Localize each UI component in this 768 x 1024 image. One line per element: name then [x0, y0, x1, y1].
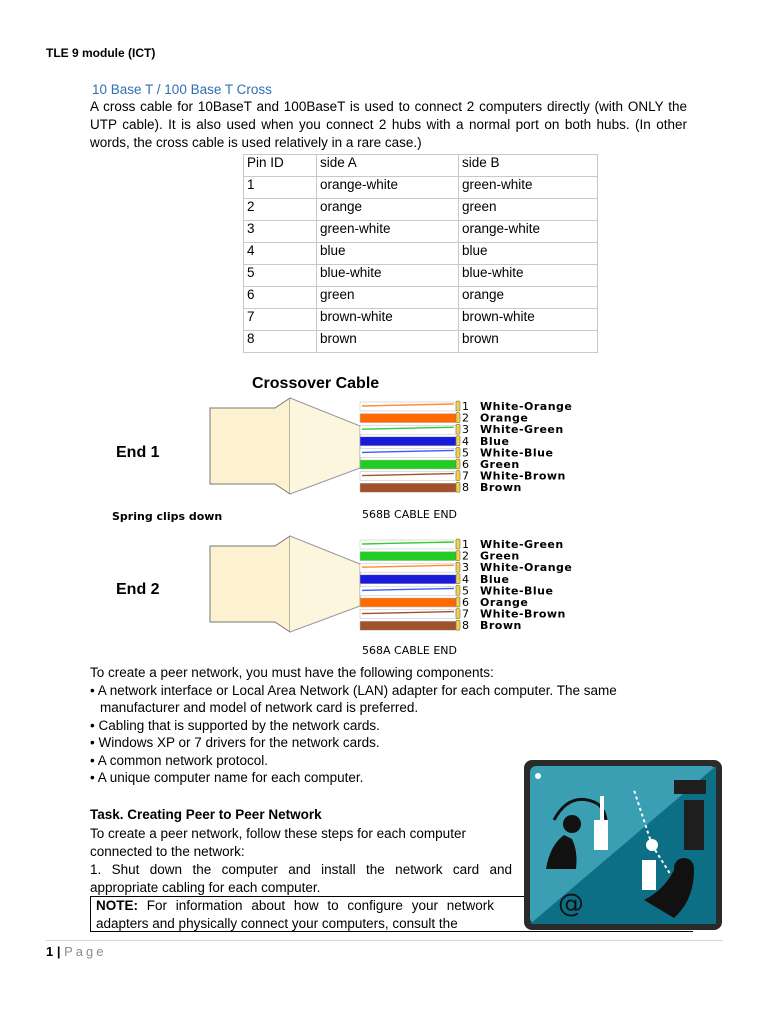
pin-contact — [456, 574, 460, 584]
table-cell: green-white — [317, 221, 459, 243]
pin-contact — [456, 401, 460, 411]
wire-label: Green — [480, 458, 520, 471]
wire-label: White-Green — [480, 538, 564, 551]
table-cell: green — [459, 199, 598, 221]
note-text: For information about how to configure your network adapters and physically connect your computers, consult the — [96, 898, 494, 931]
intro-paragraph: A cross cable for 10BaseT and 100BaseT is used to connect 2 computers directly (with ONLY the UTP cable). It is also used when you connect 2 hubs with a normal port on both hubs. (In other words, the cross cable is used relatively in a rare case.) — [90, 99, 687, 150]
pin-number: 2 — [462, 411, 469, 425]
pin-number: 8 — [462, 619, 469, 633]
table-row — [244, 287, 598, 309]
pin-number: 8 — [462, 481, 469, 495]
peer-network-illustration — [524, 760, 722, 930]
table-row — [244, 177, 598, 199]
table-header-row — [244, 155, 598, 177]
table-cell: brown — [459, 331, 598, 353]
pin-number: 4 — [462, 434, 469, 448]
at-sign-icon: @ — [558, 889, 584, 919]
connector-clip — [290, 398, 360, 494]
end1-caption: 568B CABLE END — [362, 508, 458, 521]
pin-number: 5 — [462, 446, 469, 460]
component-item: • A unique computer name for each computer. — [90, 770, 364, 785]
task-intro: To create a peer network, follow these steps for each computer connected to the network: — [90, 826, 466, 859]
table-cell: blue-white — [317, 265, 459, 287]
table-row — [244, 265, 598, 287]
table-cell: orange-white — [459, 221, 598, 243]
table-cell: green-white — [459, 177, 598, 199]
table-cell: brown-white — [459, 309, 598, 331]
table-cell: 2 — [244, 199, 317, 221]
wire-label: White-Brown — [480, 607, 566, 621]
pin-contact — [456, 597, 460, 607]
wire-label: White-Blue — [480, 446, 554, 460]
wire — [360, 425, 456, 434]
wire-label: White-Orange — [480, 561, 573, 575]
wire-label: Orange — [480, 596, 529, 609]
wire — [360, 586, 456, 595]
table-header-cell: Pin ID — [244, 155, 317, 177]
wire — [360, 621, 456, 630]
pin-contact — [456, 447, 460, 457]
table-cell: blue — [459, 243, 598, 265]
pin-contact — [456, 459, 460, 469]
pin-contact — [456, 609, 460, 619]
table-row — [244, 331, 598, 353]
table-row — [244, 199, 598, 221]
table-cell: 6 — [244, 287, 317, 309]
table-row — [244, 221, 598, 243]
section-heading: 10 Base T / 100 Base T Cross — [92, 82, 272, 97]
table-cell: brown — [317, 331, 459, 353]
pin-contact — [456, 585, 460, 595]
table-cell: 3 — [244, 221, 317, 243]
header-title: TLE 9 module (ICT) — [46, 46, 156, 60]
table-cell: orange — [317, 199, 459, 221]
pin-table — [243, 154, 598, 353]
pin-number: 7 — [462, 469, 469, 483]
pin-number: 3 — [462, 561, 469, 575]
wire — [360, 460, 456, 469]
wire — [360, 598, 456, 607]
table-cell: orange-white — [317, 177, 459, 199]
pin-number: 6 — [462, 596, 469, 609]
footer-rule — [46, 940, 723, 941]
wire-label: White-Blue — [480, 584, 554, 598]
table-header-cell: side B — [459, 155, 598, 177]
pin-number: 2 — [462, 549, 469, 563]
table-header-cell: side A — [317, 155, 459, 177]
pin-number: 1 — [462, 538, 469, 551]
table-row — [244, 243, 598, 265]
pin-contact — [456, 482, 460, 492]
pin-contact — [456, 424, 460, 434]
component-item: • A common network protocol. — [90, 752, 269, 768]
end1-connector — [210, 398, 572, 494]
wire-label: Green — [480, 549, 520, 563]
wire — [360, 575, 456, 584]
end1-label: End 1 — [116, 444, 160, 461]
wire-label: White-Brown — [480, 469, 566, 483]
diagram-title: Crossover Cable — [252, 375, 380, 392]
wire — [360, 414, 456, 423]
page-word: Page — [64, 944, 107, 959]
end2-caption: 568A CABLE END — [362, 644, 457, 657]
table-cell: green — [317, 287, 459, 309]
cable-jacket — [210, 536, 290, 632]
component-item: • Cabling that is supported by the network cards. — [90, 717, 380, 733]
wire-label: Blue — [480, 434, 510, 448]
table-cell: 5 — [244, 265, 317, 287]
wire — [360, 483, 456, 492]
task-step-1: 1. Shut down the computer and install the network card and appropriate cabling for each computer. — [90, 862, 512, 895]
note-label: NOTE: — [96, 898, 138, 913]
pin-number: 7 — [462, 607, 469, 621]
pin-contact — [456, 620, 460, 630]
table-cell: 8 — [244, 331, 317, 353]
pin-number: 6 — [462, 458, 469, 471]
pin-number: 5 — [462, 584, 469, 598]
table-cell: 7 — [244, 309, 317, 331]
footer-separator: | — [53, 944, 65, 959]
wire-label: Orange — [480, 411, 529, 425]
pin-contact — [456, 436, 460, 446]
wire-label: White-Orange — [480, 400, 573, 413]
table-cell: blue-white — [459, 265, 598, 287]
component-item-continued: manufacturer and model of network card is preferred. — [100, 700, 419, 715]
pin-contact — [456, 562, 460, 572]
wire — [360, 402, 456, 411]
wire — [360, 540, 456, 549]
page-number: 1 — [46, 944, 54, 959]
pin-number: 3 — [462, 423, 469, 437]
table-cell: orange — [459, 287, 598, 309]
connector-clip — [290, 536, 360, 632]
pin-contact — [456, 551, 460, 561]
wire-label: Brown — [480, 481, 522, 495]
table-cell: brown-white — [317, 309, 459, 331]
component-item: • Windows XP or 7 drivers for the network cards. — [90, 735, 380, 750]
wire-label: White-Green — [480, 423, 564, 437]
page-footer — [46, 944, 106, 959]
end2-connector — [210, 536, 572, 632]
table-cell: 4 — [244, 243, 317, 265]
task-heading: Task. Creating Peer to Peer Network — [90, 807, 322, 822]
table-row — [244, 309, 598, 331]
pin-contact — [456, 413, 460, 423]
wire — [360, 448, 456, 457]
components-intro: To create a peer network, you must have the following components: — [90, 665, 494, 680]
component-item: • A network interface or Local Area Network (LAN) adapter for each computer. The same — [90, 682, 617, 698]
wire — [360, 437, 456, 446]
pin-number: 1 — [462, 400, 469, 413]
wire — [360, 472, 456, 481]
end2-label: End 2 — [116, 581, 160, 598]
wire — [360, 552, 456, 561]
wire-label: Brown — [480, 619, 522, 633]
cable-jacket — [210, 398, 290, 494]
pin-number: 4 — [462, 572, 469, 586]
wire-label: Blue — [480, 572, 510, 586]
crossover-cable-diagram — [100, 368, 600, 660]
pin-contact — [456, 471, 460, 481]
table-cell: blue — [317, 243, 459, 265]
pin-contact — [456, 539, 460, 549]
wire — [360, 563, 456, 572]
wire — [360, 610, 456, 619]
spring-clips-note: Spring clips down — [112, 510, 223, 523]
table-cell: 1 — [244, 177, 317, 199]
